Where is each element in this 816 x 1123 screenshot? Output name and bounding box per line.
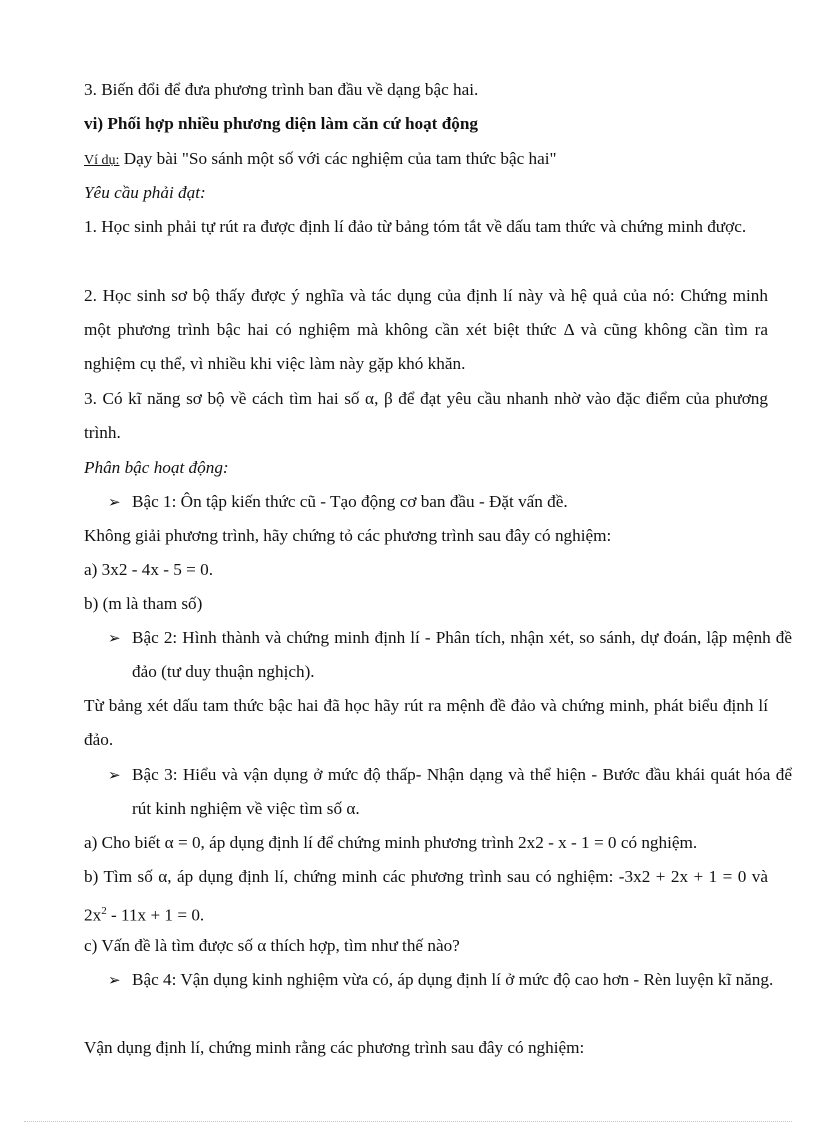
- step-3-text: Bậc 3: Hiểu và vận dụng ở mức độ thấp- Nhận dạng và thể hiện - Bước đầu khái quát hóa để rút kinh nghiệm về việc tìm số α.: [132, 765, 792, 818]
- arrow-bullet-icon: ➢: [108, 629, 121, 647]
- step-1-item-b: b) (m là tham số): [84, 594, 203, 613]
- step-1-instruction: Không giải phương trình, hãy chứng tỏ các phương trình sau đây có nghiệm:: [84, 526, 612, 545]
- step-4-instruction: Vận dụng định lí, chứng minh rằng các phương trình sau đây có nghiệm:: [84, 1038, 585, 1057]
- arrow-bullet-icon: ➢: [108, 971, 121, 989]
- exponent: 2: [101, 905, 107, 917]
- example-label: Ví dụ:: [84, 153, 120, 168]
- step-1-text: Bậc 1: Ôn tập kiến thức cũ - Tạo động cơ ban đầu - Đặt vấn đề.: [132, 492, 568, 511]
- step-1-item-a: a) 3x2 - 4x - 5 = 0.: [84, 560, 214, 579]
- line-step3-transform: 3. Biến đổi để đưa phương trình ban đầu về dạng bậc hai.: [84, 80, 479, 99]
- arrow-bullet-icon: ➢: [108, 493, 121, 511]
- requirement-1: 1. Học sinh phải tự rút ra được định lí đảo từ bảng tóm tắt về dấu tam thức và chứng minh được.: [84, 217, 747, 236]
- step-3-item-a: a) Cho biết α = 0, áp dụng định lí để chứng minh phương trình 2x2 - x - 1 = 0 có nghiệm.: [84, 833, 698, 852]
- requirement-3: 3. Có kĩ năng sơ bộ về cách tìm hai số α, β để đạt yêu cầu nhanh nhờ vào đặc điểm của phương trình.: [84, 389, 768, 442]
- example-text: Dạy bài "So sánh một số với các nghiệm của tam thức bậc hai": [119, 149, 557, 168]
- page-bottom-divider: [24, 1121, 792, 1122]
- section-heading: vi) Phối hợp nhiều phương diện làm căn cứ hoạt động: [84, 114, 479, 133]
- requirement-2: 2. Học sinh sơ bộ thấy được ý nghĩa và tác dụng của định lí này và hệ quả của nó: Chứng minh một phương trình bậc hai có nghiệm mà không cần xét biệt thức Δ và cũng không cần tìm ra nghiệm cụ thể, vì nhiều khi việc làm này gặp khó khăn.: [84, 286, 768, 373]
- levels-title: Phân bậc hoạt động:: [84, 458, 229, 477]
- step-3-item-b: [84, 860, 768, 933]
- step-3-item-c: c) Vấn đề là tìm được số α thích hợp, tìm như thế nào?: [84, 936, 460, 955]
- step-4-text: Bậc 4: Vận dụng kinh nghiệm vừa có, áp dụng định lí ở mức độ cao hơn - Rèn luyện kĩ năng.: [132, 970, 774, 989]
- step-3-item-b-post: - 11x + 1 = 0.: [106, 905, 205, 925]
- step-1: [108, 485, 792, 519]
- step-3-item-b-pre: b) Tìm số α, áp dụng định lí, chứng minh các phương trình sau có nghiệm: -3x2 + 2x + 1 = 0 và 2x: [84, 867, 768, 925]
- step-2: [108, 621, 792, 689]
- step-2-instruction: Từ bảng xét dấu tam thức bậc hai đã học hãy rút ra mệnh đề đảo và chứng minh, phát biểu định lí đảo.: [84, 696, 768, 749]
- step-2-text: Bậc 2: Hình thành và chứng minh định lí - Phân tích, nhận xét, so sánh, dự đoán, lập mệnh đề đảo (tư duy thuận nghịch).: [132, 628, 792, 681]
- arrow-bullet-icon: ➢: [108, 766, 121, 784]
- requirements-title: Yêu cầu phải đạt:: [84, 183, 206, 202]
- step-3: [108, 758, 792, 826]
- example-line: [84, 142, 768, 178]
- step-4: [108, 963, 792, 997]
